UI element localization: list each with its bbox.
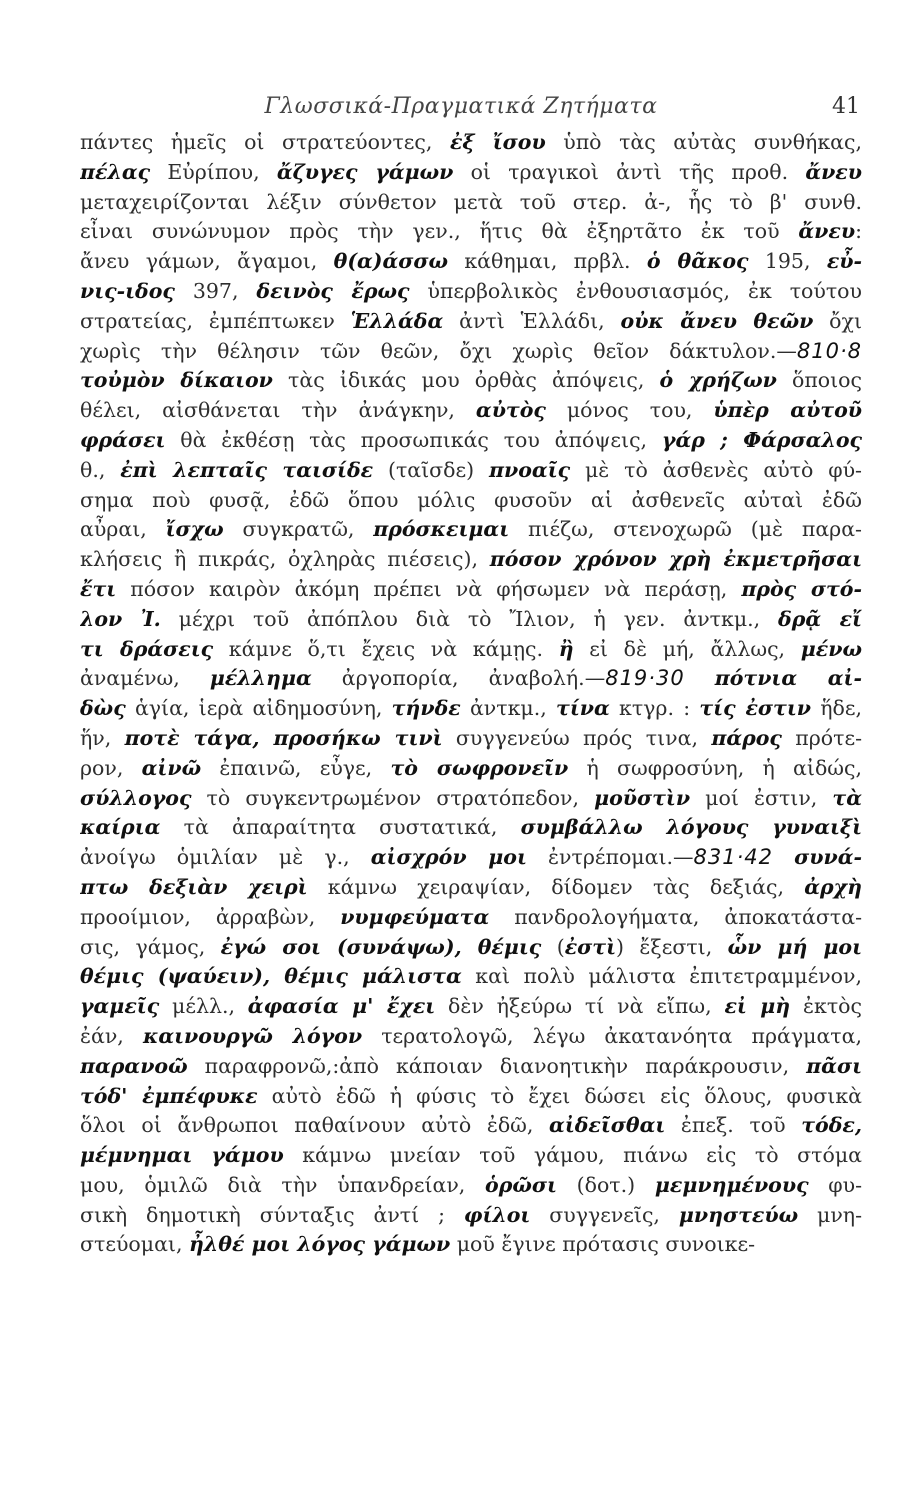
lemma: τίς ἐστιν xyxy=(699,696,811,721)
lemma: γάρ ; Φάρσαλος xyxy=(661,427,862,452)
text-line xyxy=(80,515,862,545)
text-line xyxy=(80,992,862,1022)
gloss-text: ἥδε, xyxy=(810,696,862,721)
lemma: θέμις (ψαύειν), θέμις μάλιστα xyxy=(80,964,462,989)
gloss-text: ρον, xyxy=(80,755,142,780)
text-line xyxy=(80,158,862,188)
gloss-text: ὑπὸ τὰς αὐτὰς συνθήκας, xyxy=(545,130,862,154)
gloss-text: ἀργοπορία, ἀναβολή.— xyxy=(311,666,606,691)
lemma: δρᾷ εἴ xyxy=(778,606,862,631)
lemma: ὁ χρήζων xyxy=(659,368,777,393)
lemma: πρόσκειμαι xyxy=(373,517,510,542)
lemma: αὐτὸς xyxy=(475,398,546,423)
lemma: συνά- xyxy=(794,845,862,870)
text-line xyxy=(80,486,862,516)
lemma: ἦλθέ μοι λόγος γάμων xyxy=(189,1232,451,1257)
gloss-text: μέχρι τοῦ ἀπόπλου διὰ τὸ Ἴλιον, ἡ γεν. ἀντκμ., xyxy=(160,606,779,631)
gloss-text: ὅλοι οἱ ἄνθρωποι παθαίνουν αὐτὸ ἐδῶ, xyxy=(80,1113,550,1138)
text-line xyxy=(80,217,862,247)
text-line xyxy=(80,933,862,963)
gloss-text: θέλει, αἰσθάνεται τὴν ἀνάγκην, xyxy=(80,398,476,423)
lemma: τίνα xyxy=(556,696,610,721)
gloss-text: πρότε- xyxy=(781,725,862,750)
text-line xyxy=(80,962,862,992)
text-line xyxy=(80,128,862,158)
lemma: ἄνευ xyxy=(798,219,856,244)
lemma: μνηστεύω xyxy=(678,1202,799,1227)
text-line xyxy=(80,575,862,605)
text-line xyxy=(80,754,862,784)
lemma: παρανοῶ xyxy=(80,1053,188,1078)
gloss-text: αὐτὸ ἐδῶ ἡ φύσις τὸ ἔχει δώσει εἰς ὅλους, φυσικὰ xyxy=(257,1083,862,1108)
gloss-text: σικὴ δημοτικὴ σύνταξις ἀντί ; xyxy=(80,1202,464,1227)
gloss-text: θ., xyxy=(80,457,121,482)
gloss-text: τερατολογῶ, λέγω ἀκατανόητα πράγματα, xyxy=(362,1023,862,1048)
gloss-text: μνη- xyxy=(798,1202,862,1227)
gloss-text xyxy=(685,666,715,690)
lemma: ἔτι xyxy=(80,576,117,601)
text-line xyxy=(80,1052,862,1082)
gloss-text: Εὐρίπου, xyxy=(150,159,277,184)
lemma: πότνια αἰ- xyxy=(714,666,862,691)
text-line xyxy=(80,277,862,307)
text-line xyxy=(80,456,862,486)
text-line xyxy=(80,247,862,277)
text-line xyxy=(80,843,862,873)
gloss-text: σις, γάμος, xyxy=(80,934,221,959)
lemma: ἄζυγες γάμων xyxy=(276,159,454,184)
lemma: Ἑλλάδα xyxy=(350,308,444,333)
lemma: τήνδε xyxy=(391,696,461,721)
lemma: συμβάλλω λόγους γυναιξὶ xyxy=(520,815,862,840)
gloss-text: (δοτ.) xyxy=(556,1172,655,1197)
lemma: τόδ' ἐμπέφυκε xyxy=(80,1083,258,1108)
lemma: ἴσχω xyxy=(165,517,224,542)
gloss-text: συγκρατῶ, xyxy=(223,517,374,542)
gloss-text: κάμνω χειραψίαν, δίδομεν τὰς δεξιάς, xyxy=(307,874,805,899)
lemma: πτω δεξιὰν χειρὶ xyxy=(80,874,308,899)
text-line xyxy=(80,784,862,814)
text-line xyxy=(80,188,862,218)
lemma: εἰ μὴ xyxy=(724,994,791,1019)
gloss-text: ( xyxy=(541,934,565,959)
gloss-text: τὸ συγκεντρωμένον στρατόπεδον, xyxy=(191,785,595,810)
page-number: 41 xyxy=(832,94,860,119)
lemma: φράσει xyxy=(80,427,166,452)
text-line xyxy=(80,307,862,337)
lemma: μοῦστὶν xyxy=(594,785,691,810)
gloss-text: : xyxy=(855,219,862,244)
gloss-text: ὄχι xyxy=(813,308,862,333)
gloss-text: ἀναμένω, xyxy=(80,666,210,691)
text-line xyxy=(80,635,862,665)
gloss-text: τὰ ἀπαραίτητα συστατικά, xyxy=(160,815,521,840)
lemma: καίρια xyxy=(80,815,161,840)
text-line xyxy=(80,605,862,635)
gloss-text: πόσον καιρὸν ἀκόμη πρέπει νὰ φήσωμεν νὰ περάσῃ, xyxy=(116,576,742,601)
line-reference: 819·30 xyxy=(605,666,685,691)
gloss-text: στρατείας, ἐμπέπτωκεν xyxy=(80,308,351,333)
gloss-text: ἁγία, ἱερὰ αἰδημοσύνη, xyxy=(125,696,392,721)
lemma: ὑπὲρ αὐτοῦ xyxy=(713,398,862,423)
gloss-text: μου, ὁμιλῶ διὰ τὴν ὑπανδρείαν, xyxy=(80,1172,486,1197)
gloss-text: σημα ποὺ φυσᾷ, ἐδῶ ὅπου μόλις φυσοῦν αἱ ἀσθενεῖς αὐταὶ ἐδῶ xyxy=(80,487,862,512)
gloss-text: μόνος του, xyxy=(545,398,714,423)
lemma: αἰσχρόν μοι xyxy=(370,845,527,870)
lemma: πόσον χρόνον χρὴ ἐκμετρῆσαι xyxy=(489,547,862,572)
lemma: πάρος xyxy=(711,725,782,750)
gloss-text: (ταῖσδε) xyxy=(373,457,490,482)
gloss-text: μοῦ ἔγινε πρότασις συνοικε- xyxy=(450,1232,756,1257)
gloss-text: δὲν ἠξεύρω τί νὰ εἴπω, xyxy=(435,994,725,1019)
gloss-text: μοί ἐστιν, xyxy=(690,785,833,810)
gloss-text: 397, xyxy=(174,278,257,303)
gloss-text: μὲ τὸ ἀσθενὲς αὐτὸ φύ- xyxy=(570,457,862,482)
lemma: πνοαῖς xyxy=(489,457,571,482)
text-line xyxy=(80,873,862,903)
running-head xyxy=(0,94,922,124)
lemma: ἀφασία μ' ἔχει xyxy=(247,994,436,1019)
lemma: καινουργῶ λόγον xyxy=(142,1023,363,1048)
text-line xyxy=(80,545,862,575)
lemma: ἢ xyxy=(558,636,574,661)
gloss-text: καὶ πολὺ μάλιστα ἐπιτετραμμένον, xyxy=(461,964,862,989)
gloss-text: πιέζω, στενοχωρῶ (μὲ παρα- xyxy=(509,517,862,542)
gloss-text: ἥν, xyxy=(80,725,125,750)
lemma: ἐξ ἴσου xyxy=(449,130,546,154)
text-line xyxy=(80,1022,862,1052)
gloss-text: συγγενεῖς, xyxy=(530,1202,679,1227)
gloss-text: συγγενεύω πρός τινα, xyxy=(442,725,712,750)
gloss-text: ὅποιος xyxy=(776,368,862,393)
gloss-text: μεταχειρίζονται λέξιν σύνθετον μετὰ τοῦ στερ. ἀ-, ἧς τὸ β' συνθ. xyxy=(80,189,862,214)
gloss-text: προοίμιον, ἀρραβὼν, xyxy=(80,904,341,929)
gloss-text: φυ- xyxy=(808,1172,862,1197)
gloss-text: κάθημαι, πρβλ. xyxy=(448,249,647,274)
gloss-text: ἀντὶ Ἑλλάδι, xyxy=(443,308,621,333)
lemma: ποτὲ τάγα, προσήκω τινὶ xyxy=(124,725,443,750)
lemma: γαμεῖς xyxy=(80,994,160,1019)
gloss-text: παραφρονῶ,:ἀπὸ κάποιαν διανοητικὴν παράκρουσιν, xyxy=(187,1053,807,1078)
gloss-text: εἶναι συνώνυμον πρὸς τὴν γεν., ἥτις θὰ ἐξηρτᾶτο ἐκ τοῦ xyxy=(80,219,799,244)
line-reference: 831·42 xyxy=(693,845,774,870)
text-line xyxy=(80,724,862,754)
gloss-text: ἐπαινῶ, εὖγε, xyxy=(201,755,391,780)
text-line xyxy=(80,694,862,724)
text-line xyxy=(80,426,862,456)
text-line xyxy=(80,813,862,843)
lemma: αἰδεῖσθαι xyxy=(549,1113,666,1138)
gloss-text: πάντες ἡμεῖς οἱ στρατεύοντες, xyxy=(80,130,450,154)
lemma: ἐπὶ λεπταῖς ταισίδε xyxy=(120,457,374,482)
gloss-text: ἡ σωφροσύνη, ἡ αἰδώς, xyxy=(568,755,862,780)
text-line xyxy=(80,1230,862,1260)
lemma: μένω xyxy=(800,636,862,661)
gloss-text: τὰς ἰδικάς μου ὀρθὰς ἀπόψεις, xyxy=(272,368,660,393)
running-title: Γλωσσικά-Πραγματικά Ζητήματα xyxy=(264,94,658,119)
gloss-text: ἐντρέπομαι.— xyxy=(526,845,694,870)
lemma: φίλοι xyxy=(463,1202,531,1227)
gloss-text: ἐπεξ. τοῦ xyxy=(665,1113,802,1138)
lemma: θ(α)άσσω xyxy=(333,249,449,274)
gloss-text: ἐάν, xyxy=(80,1023,143,1048)
lemma: νυμφεύματα xyxy=(340,904,490,929)
text-line xyxy=(80,903,862,933)
gloss-text: μέλλ., xyxy=(159,994,248,1019)
gloss-text: ἀντκμ., xyxy=(460,696,557,721)
lemma: ἄνευ xyxy=(805,159,862,184)
text-line xyxy=(80,1201,862,1231)
lemma: ἐγώ σοι (συνάψω), θέμις xyxy=(220,934,542,959)
gloss-text: εἰ δὲ μή, ἄλλως, xyxy=(573,636,801,661)
lemma: τὰ xyxy=(832,785,862,810)
text-line xyxy=(80,1171,862,1201)
gloss-text: κτγρ. : xyxy=(609,696,700,721)
text-line xyxy=(80,337,862,367)
lemma: ὁρῶσι xyxy=(485,1172,557,1197)
text-line xyxy=(80,1082,862,1112)
text-line xyxy=(80,366,862,396)
lemma: τὸ σωφρονεῖν xyxy=(390,755,569,780)
gloss-text: θὰ ἐκθέσῃ τὰς προσωπικάς του ἀπόψεις, xyxy=(165,427,662,452)
gloss-text: ἀνοίγω ὁμιλίαν μὲ γ., xyxy=(80,845,371,870)
text-line xyxy=(80,664,862,694)
gloss-text: οἱ τραγικοὶ ἀντὶ τῆς προθ. xyxy=(453,159,806,184)
text-line xyxy=(80,1111,862,1141)
lemma: δὼς xyxy=(80,696,126,721)
gloss-text: χωρὶς τὴν θέλησιν τῶν θεῶν, ὄχι χωρὶς θεῖον δάκτυλον.— xyxy=(80,338,797,363)
gloss-text: κάμνε ὅ,τι ἔχεις νὰ κάμῃς. xyxy=(213,636,559,661)
gloss-text: ἄνευ γάμων, ἄγαμοι, xyxy=(80,249,334,274)
lemma: πρὸς στό- xyxy=(741,576,862,601)
gloss-text: στεύομαι, xyxy=(80,1232,189,1257)
lemma: ἐστὶ xyxy=(564,934,616,959)
line-reference: 810·8 xyxy=(796,338,862,363)
gloss-text: αὖραι, xyxy=(80,517,166,542)
lemma: νις-ιδος xyxy=(80,278,175,303)
gloss-text: 195, xyxy=(748,249,827,274)
gloss-text: πανδρολογήματα, ἀποκατάστα- xyxy=(489,904,862,929)
lemma: μέμνημαι γάμου xyxy=(80,1143,284,1168)
body-text xyxy=(80,128,862,1260)
lemma: τοὐμὸν δίκαιον xyxy=(80,368,273,393)
lemma: ὁ θᾶκος xyxy=(646,249,749,274)
lemma: ἀρχὴ xyxy=(804,874,862,899)
lemma: μεμνημένους xyxy=(654,1172,809,1197)
lemma: τόδε, xyxy=(801,1113,862,1138)
gloss-text: κάμνω μνείαν τοῦ γάμου, πιάνω εἰς τὸ στόμα xyxy=(283,1143,862,1168)
gloss-text: ἐκτὸς xyxy=(790,994,862,1019)
lemma: οὐκ ἄνευ θεῶν xyxy=(620,308,814,333)
lemma: μέλλημα xyxy=(209,666,312,691)
gloss-text xyxy=(773,845,794,869)
text-line xyxy=(80,1141,862,1171)
lemma: σύλλογος xyxy=(80,785,192,810)
lemma: τι δράσεις xyxy=(80,636,214,661)
lemma: πᾶσι xyxy=(806,1053,862,1078)
gloss-text: κλήσεις ἢ πικράς, ὀχληρὰς πιέσεις), xyxy=(80,547,490,572)
lemma: δεινὸς ἔρως xyxy=(256,278,410,303)
text-line xyxy=(80,396,862,426)
gloss-text: ὑπερβολικὸς ἐνθουσιασμός, ἐκ τούτου xyxy=(409,278,862,303)
lemma: λον Ἰ. xyxy=(80,606,161,631)
lemma: ὧν μή μοι xyxy=(727,934,862,959)
lemma: αἰνῶ xyxy=(141,755,202,780)
lemma: πέλας xyxy=(80,159,151,184)
gloss-text: ) ἔξεστι, xyxy=(616,934,728,959)
lemma: εὖ- xyxy=(826,249,862,274)
